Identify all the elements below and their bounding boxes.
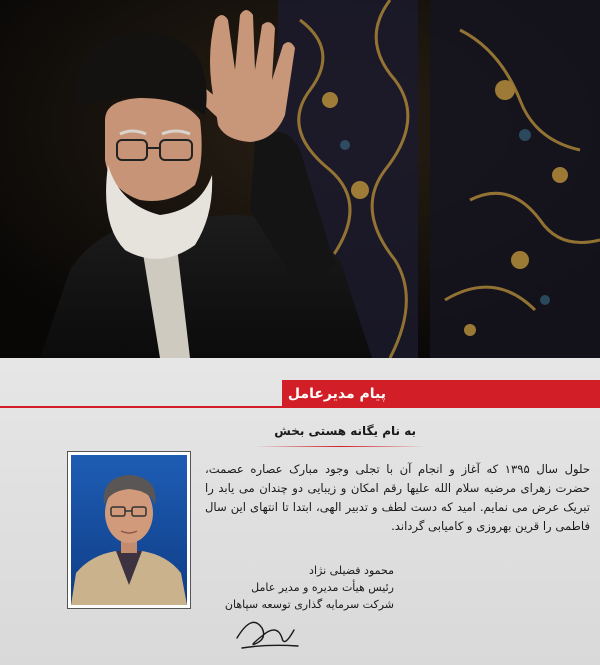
header-rule [0,406,282,408]
title-banner [282,380,600,408]
ceo-photo [71,455,187,605]
handwritten-signature [232,608,302,653]
message-body: حلول سال ۱۳۹۵ که آغاز و انجام آن با تجلی وجود مبارک عصاره عصمت، حضرت زهرای مرضیه سلام الله علیها رقم امکان و زیبایی دو چندان می یابد را تبریک عرض می نمایم. امید که دست لطف و تدبیر الهی، ابتدا تا انتهای این سال فاطمی را قرین بهروزی و کامیابی گرداند. [205,462,591,533]
signatory-name: محمود فضیلی نژاد [309,564,394,577]
message-panel [0,358,600,665]
signature-block [225,562,394,613]
page-title: پیام مدیرعامل [287,386,386,402]
basmala-heading: به نام یگانه هستی بخش [274,424,416,438]
ceo-portrait [67,451,191,609]
heading-divider [254,446,426,447]
signatory-company: شرکت سرمایه گذاری توسعه سپاهان [224,598,394,611]
signatory-position: رئیس هیأت مدیره و مدیر عامل [251,581,394,594]
